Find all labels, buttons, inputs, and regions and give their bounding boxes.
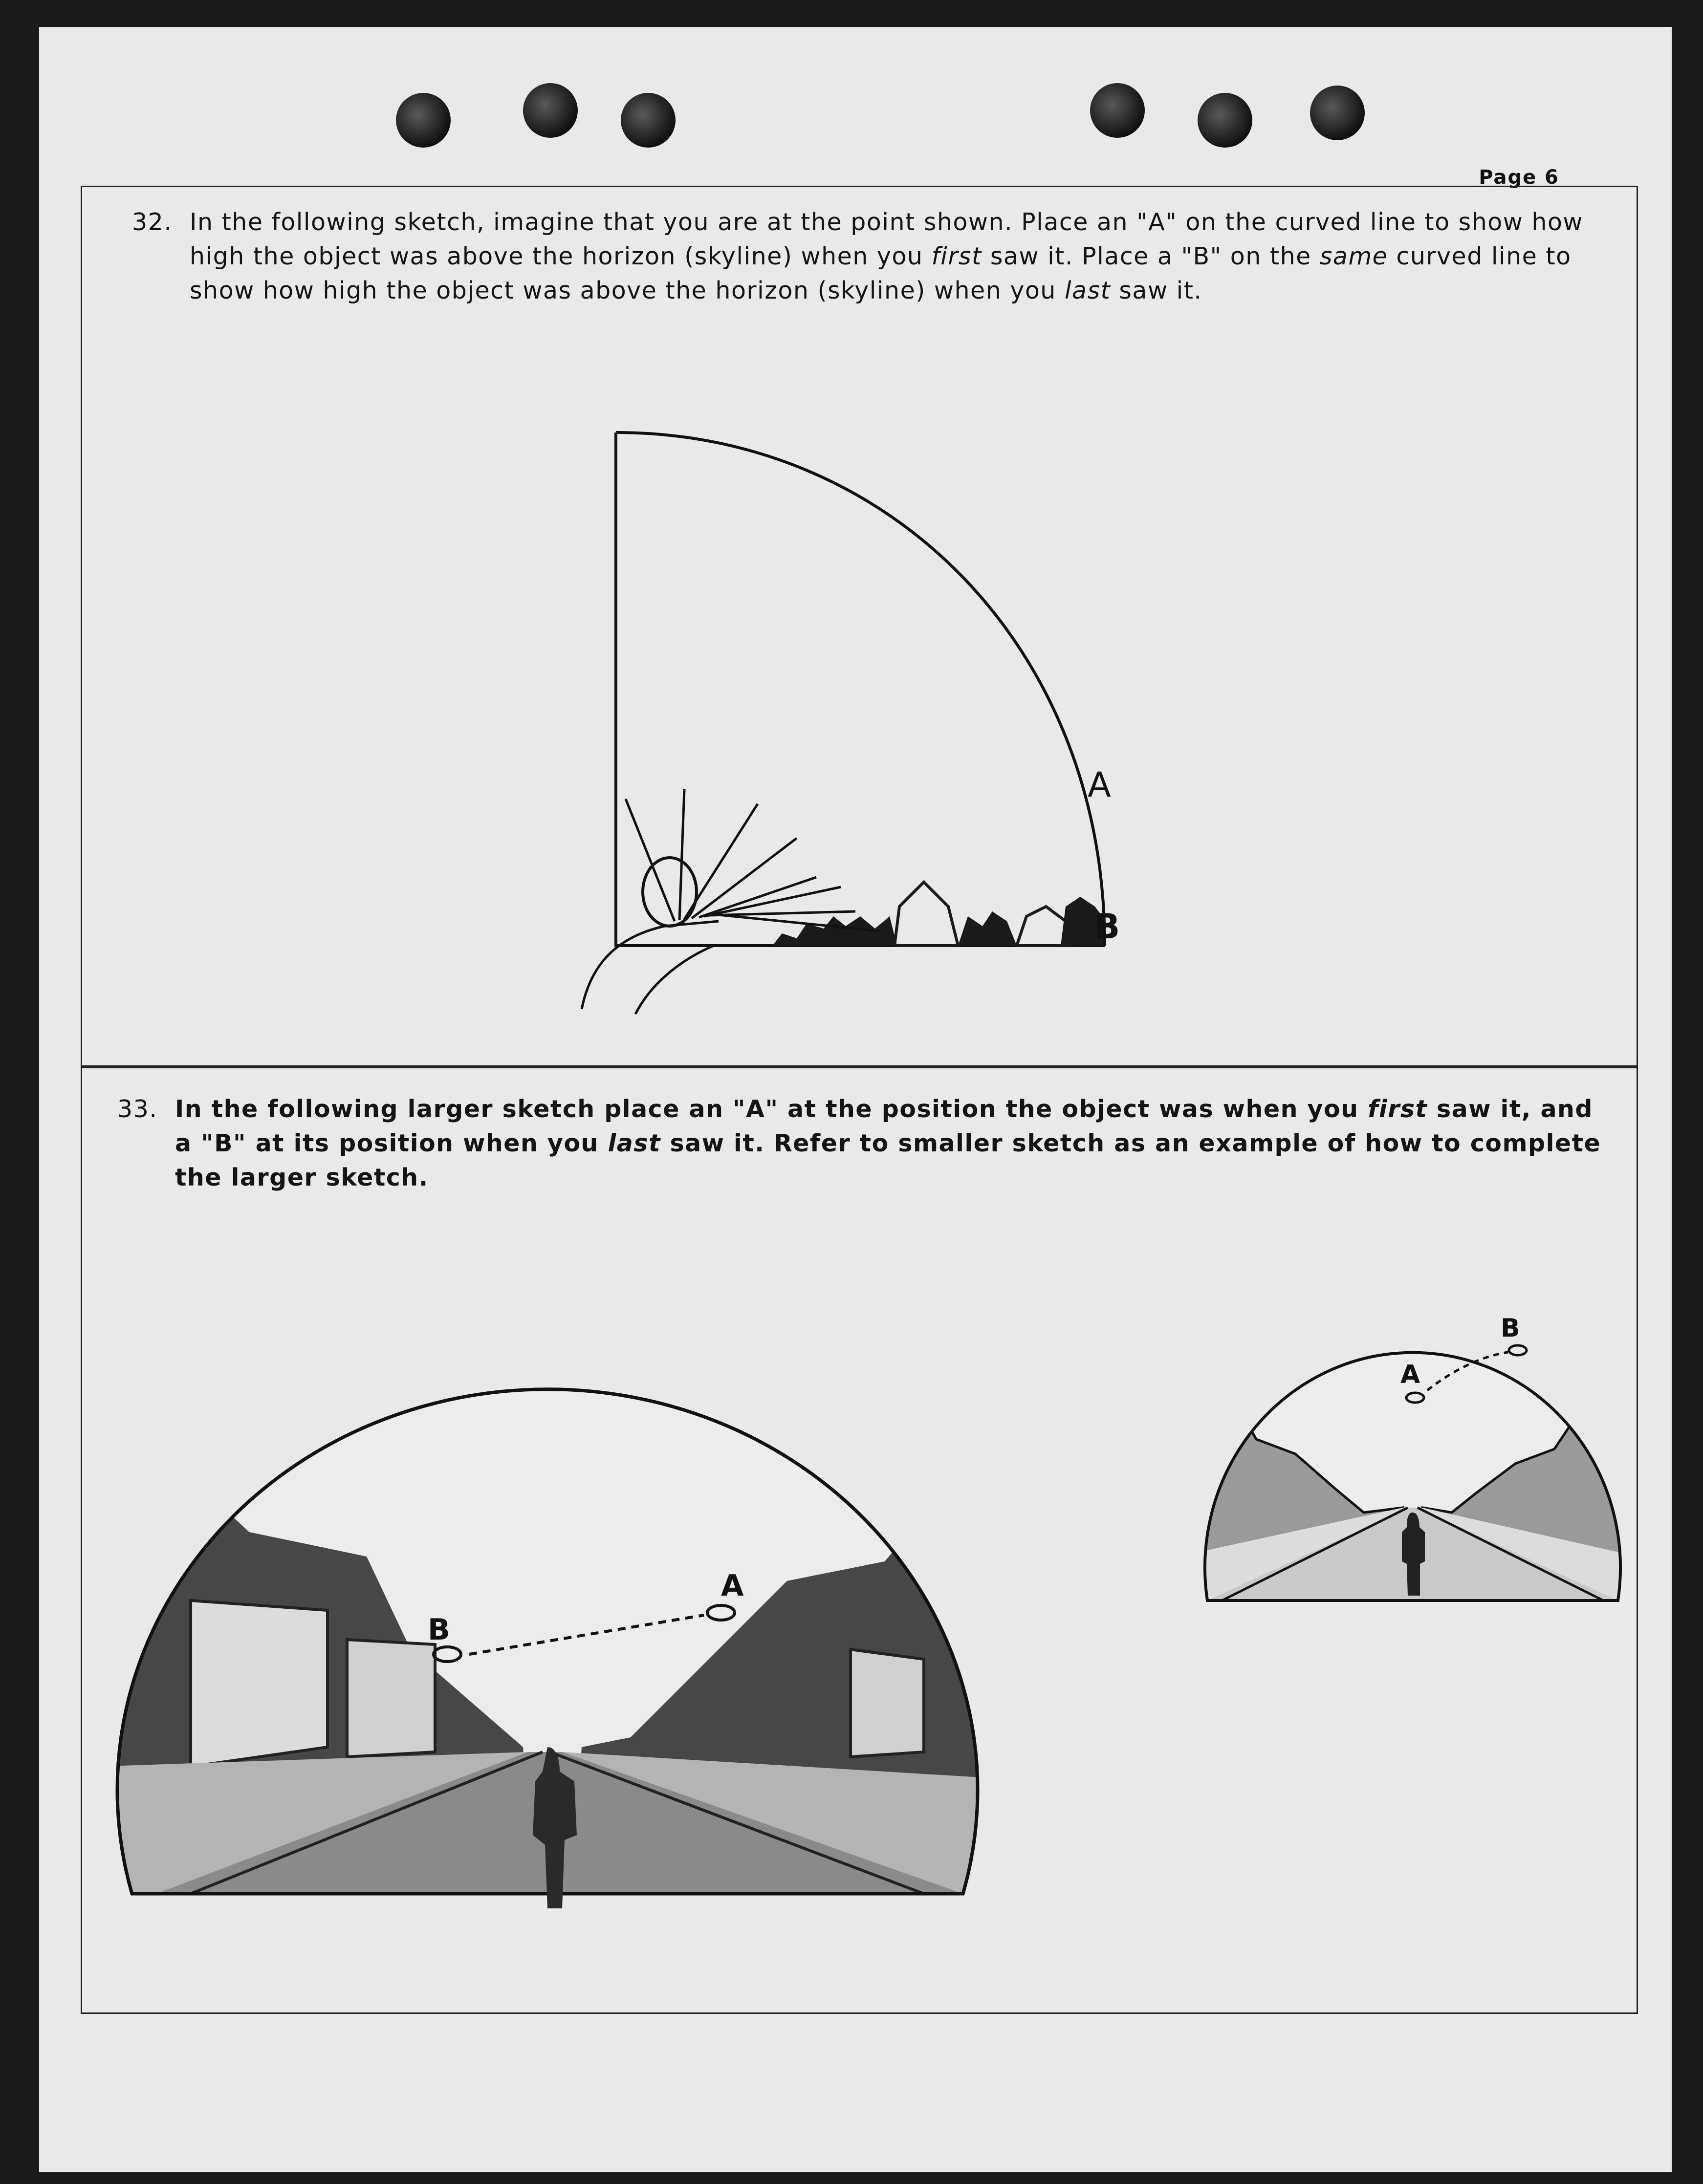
mark-label: B xyxy=(1094,907,1120,947)
punch-hole xyxy=(396,93,451,148)
punch-hole xyxy=(1310,86,1365,140)
question-33-text: 33. In the following larger sketch place an "A" at the position the object was when you first saw it, and a "B" at its position when you last saw it. Refer to smaller sketch as an example of how to complete the larger sketch. xyxy=(117,1092,1613,1195)
mark-label: A xyxy=(1400,1360,1420,1389)
punch-hole xyxy=(621,93,676,148)
mark-label: B xyxy=(1501,1314,1520,1343)
punch-hole xyxy=(1090,83,1145,138)
elevation-quadrant-figure xyxy=(552,398,1237,1034)
question-number: 32. xyxy=(132,208,173,236)
document-page xyxy=(39,27,1672,2172)
small-example-figure xyxy=(1178,1258,1638,1635)
punch-hole xyxy=(523,83,578,138)
question-number: 33. xyxy=(117,1095,158,1123)
punch-hole xyxy=(1198,93,1252,148)
mark-label: A xyxy=(721,1569,744,1603)
large-street-scene-figure xyxy=(93,1258,1046,1952)
page-number: Page 6 xyxy=(1479,166,1559,189)
question-32-text: 32. In the following sketch, imagine that you are at the point shown. Place an "A" on the curved line to show how high the object was above the horizon (skyline) when you first saw it. Place a "B" on the same curved line to show how high the object was above the horizon (skyline) when you last saw it. xyxy=(132,205,1603,308)
mark-label: B xyxy=(428,1613,450,1647)
mark-label: A xyxy=(1088,765,1111,805)
